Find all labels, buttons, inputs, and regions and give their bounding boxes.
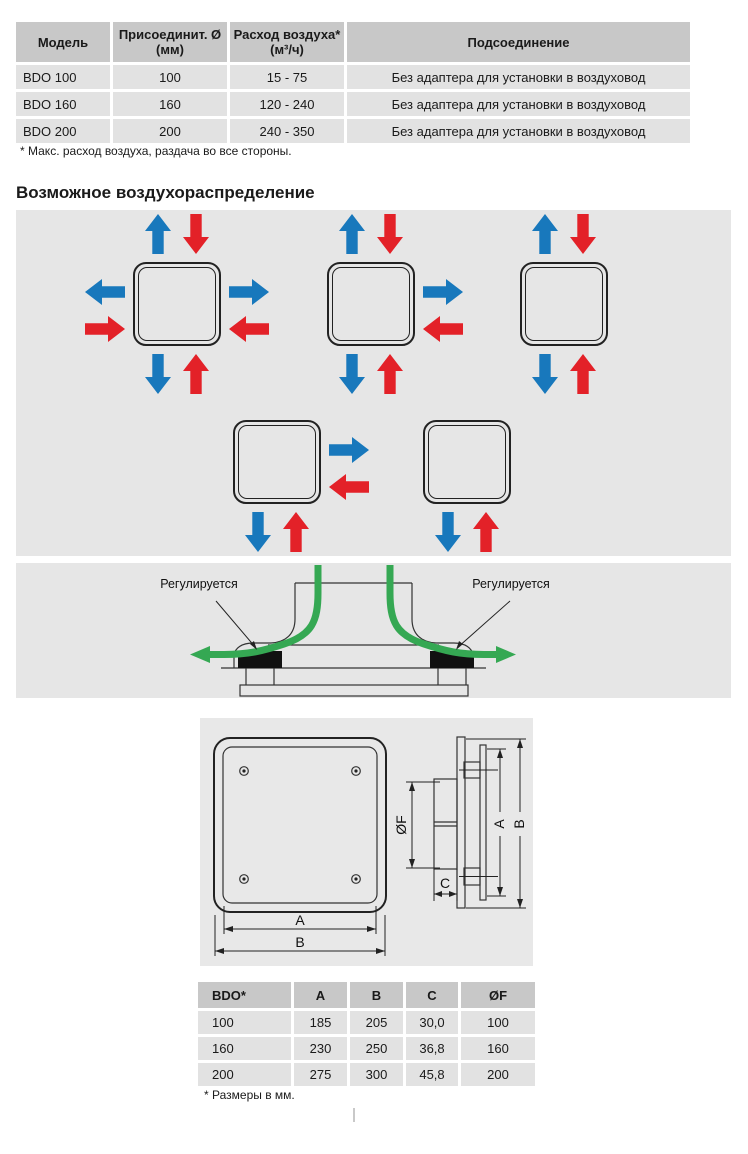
- table-cell: 200: [113, 119, 227, 143]
- supply-arrow-down-icon: [339, 354, 365, 394]
- table-cell: 15 - 75: [230, 65, 344, 89]
- diffuser-face: [233, 420, 321, 504]
- table-cell: 185: [294, 1011, 347, 1034]
- table-cell: BDO 200: [16, 119, 110, 143]
- airflow-arrowhead-right-icon: [496, 646, 516, 663]
- supply-arrow-up-icon: [145, 214, 171, 254]
- table-cell: BDO 160: [16, 92, 110, 116]
- table-cell: 250: [350, 1037, 403, 1060]
- return-arrow-left-icon: [423, 316, 463, 342]
- airflow-arrowhead-left-icon: [190, 646, 210, 663]
- return-arrow-down-icon: [183, 214, 209, 254]
- table-cell: 240 - 350: [230, 119, 344, 143]
- table-cell: Без адаптера для установки в воздуховод: [347, 92, 690, 116]
- table-cell: 45,8: [406, 1063, 458, 1086]
- three-way-distribution: [327, 262, 415, 346]
- table-cell: 100: [461, 1011, 535, 1034]
- diffuser-face-inner: [428, 425, 506, 499]
- column-header: Подсоединение: [347, 22, 690, 62]
- dim-label-b-side: B: [511, 819, 527, 829]
- column-header: A: [294, 982, 347, 1008]
- adjustment-panel: [16, 563, 731, 698]
- table-cell: 275: [294, 1063, 347, 1086]
- table-cell: 30,0: [406, 1011, 458, 1034]
- table-cell: 200: [198, 1063, 291, 1086]
- supply-arrow-down-icon: [145, 354, 171, 394]
- supply-arrow-right-icon: [423, 279, 463, 305]
- supply-arrow-up-icon: [532, 214, 558, 254]
- dimension-drawing: [200, 718, 533, 966]
- supply-arrow-down-icon: [435, 512, 461, 552]
- air-distribution-panel: [16, 210, 731, 556]
- section-title: Возможное воздухораспределение: [16, 183, 315, 202]
- table-cell: 160: [113, 92, 227, 116]
- return-arrow-up-icon: [183, 354, 209, 394]
- dim-label-b-front: B: [295, 934, 305, 950]
- return-arrow-up-icon: [570, 354, 596, 394]
- diffuser-face: [133, 262, 221, 346]
- return-arrow-up-icon: [473, 512, 499, 552]
- two-way-vertical-distribution: [520, 262, 608, 346]
- column-header: C: [406, 982, 458, 1008]
- dim-label-a-front: A: [295, 912, 305, 928]
- supply-arrow-down-icon: [532, 354, 558, 394]
- column-header: BDO*: [198, 982, 291, 1008]
- table-cell: 36,8: [406, 1037, 458, 1060]
- table-cell: 100: [113, 65, 227, 89]
- diffuser-face: [327, 262, 415, 346]
- four-way-distribution: [133, 262, 221, 346]
- table-cell: 100: [198, 1011, 291, 1034]
- table-cell: 120 - 240: [230, 92, 344, 116]
- column-header: Модель: [16, 22, 110, 62]
- diffuser-face-inner: [138, 267, 216, 341]
- dimensions-table: [198, 982, 535, 1086]
- page-mark: [353, 1108, 355, 1122]
- column-header: Присоединит. Ø (мм): [113, 22, 227, 62]
- column-header: ØF: [461, 982, 535, 1008]
- table-cell: Без адаптера для установки в воздуховод: [347, 65, 690, 89]
- table-cell: 205: [350, 1011, 403, 1034]
- table-cell: BDO 100: [16, 65, 110, 89]
- table-cell: Без адаптера для установки в воздуховод: [347, 119, 690, 143]
- table-cell: 230: [294, 1037, 347, 1060]
- dim-label-c: C: [439, 875, 451, 891]
- screw-holes: [240, 767, 361, 884]
- supply-arrow-down-icon: [245, 512, 271, 552]
- return-arrow-right-icon: [85, 316, 125, 342]
- one-way-distribution: [423, 420, 511, 504]
- dimensions-table-footnote: * Размеры в мм.: [204, 1088, 295, 1102]
- return-arrow-up-icon: [377, 354, 403, 394]
- column-header: Расход воздуха* (м³/ч): [230, 22, 344, 62]
- column-header: B: [350, 982, 403, 1008]
- diffuser-face-inner: [332, 267, 410, 341]
- return-arrow-left-icon: [329, 474, 369, 500]
- adjustable-label-right: Регулируется: [472, 577, 550, 591]
- two-way-corner-distribution: [233, 420, 321, 504]
- table-cell: 160: [198, 1037, 291, 1060]
- spec-table-footnote: * Макс. расход воздуха, раздача во все стороны.: [20, 144, 292, 158]
- diffuser-face-inner: [238, 425, 316, 499]
- supply-arrow-up-icon: [339, 214, 365, 254]
- return-arrow-down-icon: [570, 214, 596, 254]
- diffuser-face: [423, 420, 511, 504]
- table-cell: 300: [350, 1063, 403, 1086]
- return-arrow-left-icon: [229, 316, 269, 342]
- diffuser-face: [520, 262, 608, 346]
- supply-arrow-right-icon: [329, 437, 369, 463]
- table-cell: 200: [461, 1063, 535, 1086]
- return-arrow-up-icon: [283, 512, 309, 552]
- face-plate: [240, 685, 468, 696]
- table-cell: 160: [461, 1037, 535, 1060]
- dim-label-a-side: A: [491, 819, 507, 829]
- adjustable-label-left: Регулируется: [160, 577, 238, 591]
- diffuser-face-inner: [525, 267, 603, 341]
- spec-table: [16, 22, 690, 143]
- return-arrow-down-icon: [377, 214, 403, 254]
- ceiling-section-drawing: [16, 563, 731, 698]
- dimension-panel: [200, 718, 533, 966]
- supply-arrow-left-icon: [85, 279, 125, 305]
- dim-label-of: ØF: [393, 815, 409, 835]
- supply-arrow-right-icon: [229, 279, 269, 305]
